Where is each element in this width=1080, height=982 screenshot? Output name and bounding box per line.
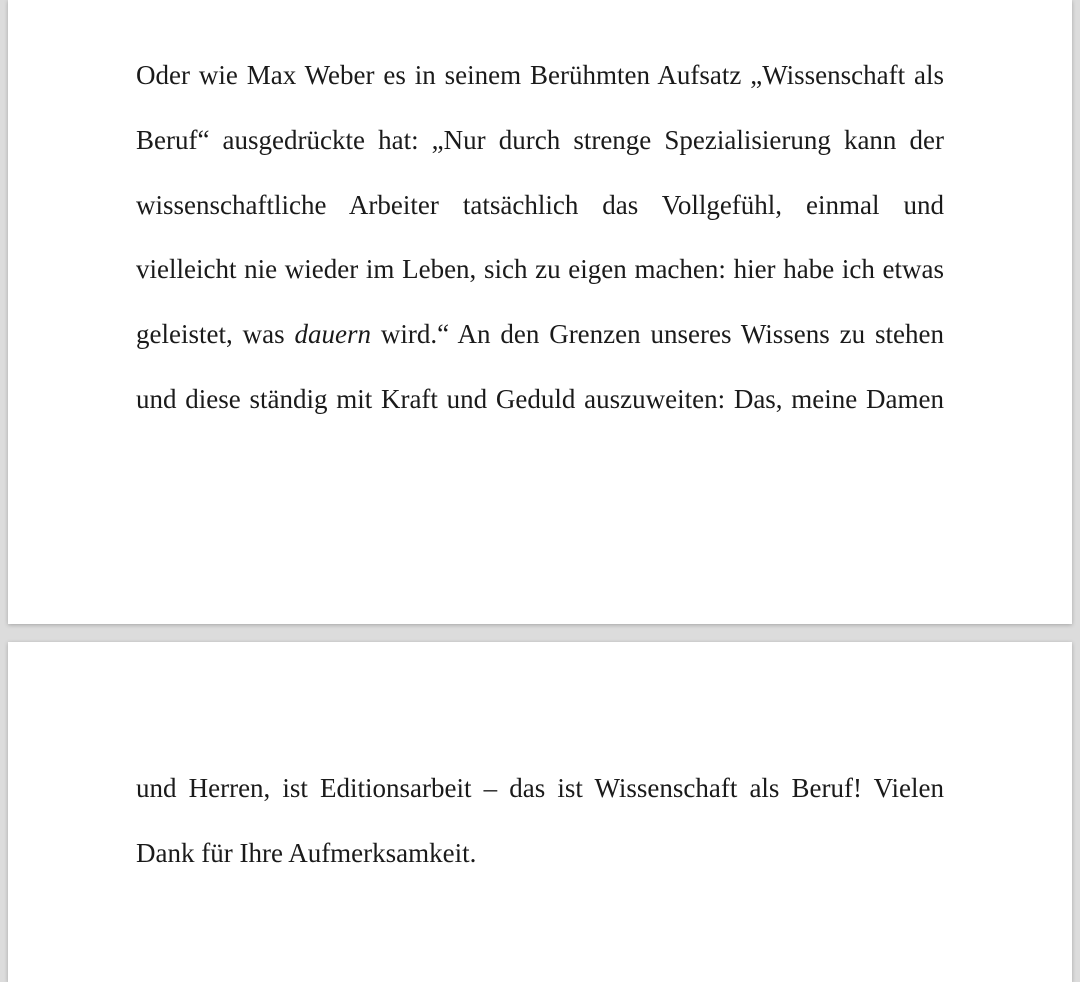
text-line [136,317,944,351]
emphasized-word: dauern [294,319,371,349]
text-line: wissenschaftliche Arbeiter tatsächlich das Vollgefühl, einmal und [136,190,944,220]
text-line: und diese ständig mit Kraft und Geduld auszuweiten: Das, meine Damen [136,384,944,414]
text-segment: geleistet, was [136,319,295,349]
text-line: Dank für Ihre Aufmerksamkeit. [136,838,477,868]
text-line: Beruf“ ausgedrückte hat: „Nur durch strenge Spezialisierung kann der [136,125,944,155]
text-line: Oder wie Max Weber es in seinem Berühmten Aufsatz „Wissenschaft als [136,60,944,90]
text-segment: wird.“ An den Grenzen unseres Wissens zu stehen [370,319,944,349]
document-page-2 [8,642,1072,982]
document-page-1 [8,0,1072,624]
text-line: und Herren, ist Editionsarbeit – das ist Wissenschaft als Beruf! Vielen [136,773,944,803]
text-line: vielleicht nie wieder im Leben, sich zu eigen machen: hier habe ich etwas [136,254,944,284]
